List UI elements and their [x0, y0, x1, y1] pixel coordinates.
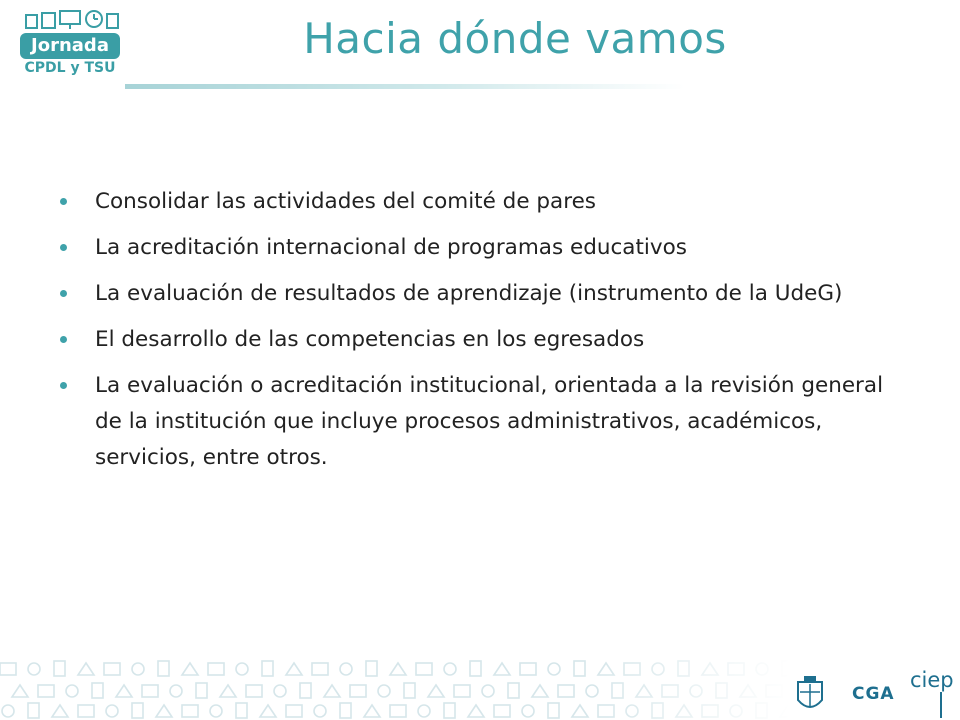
ciep-logo-stem	[940, 692, 942, 718]
title-underline	[125, 84, 685, 89]
bullet-text: Consolidar las actividades del comité de pares	[95, 189, 596, 214]
slide-title: Hacia dónde vamos	[303, 14, 727, 63]
bullet-item	[60, 322, 915, 358]
bullet-item	[60, 276, 915, 312]
cga-logo: CGA	[852, 684, 895, 704]
bullet-dot	[60, 198, 67, 205]
logo-banner: Jornada	[20, 33, 120, 59]
bullet-item	[60, 184, 915, 220]
footer-icon-pattern	[0, 655, 790, 720]
university-crest-icon	[794, 674, 826, 716]
bullet-item	[60, 230, 915, 266]
bullet-text: La evaluación o acreditación institucional, orientada a la revisión general de la institución que incluye procesos administrativos, académicos, servicios, entre otros.	[95, 373, 884, 470]
bullet-list	[60, 184, 915, 486]
bullet-text: La acreditación internacional de programas educativos	[95, 235, 687, 260]
logo-subtitle: CPDL y TSU	[24, 60, 116, 76]
bullet-dot	[60, 290, 67, 297]
bullet-dot	[60, 244, 67, 251]
bullet-text: La evaluación de resultados de aprendizaje (instrumento de la UdeG)	[95, 281, 843, 306]
bullet-dot	[60, 336, 67, 343]
bullet-item	[60, 368, 915, 476]
bullet-dot	[60, 382, 67, 389]
bullet-text: El desarrollo de las competencias en los egresados	[95, 327, 645, 352]
ciep-logo: ciep	[910, 668, 954, 692]
